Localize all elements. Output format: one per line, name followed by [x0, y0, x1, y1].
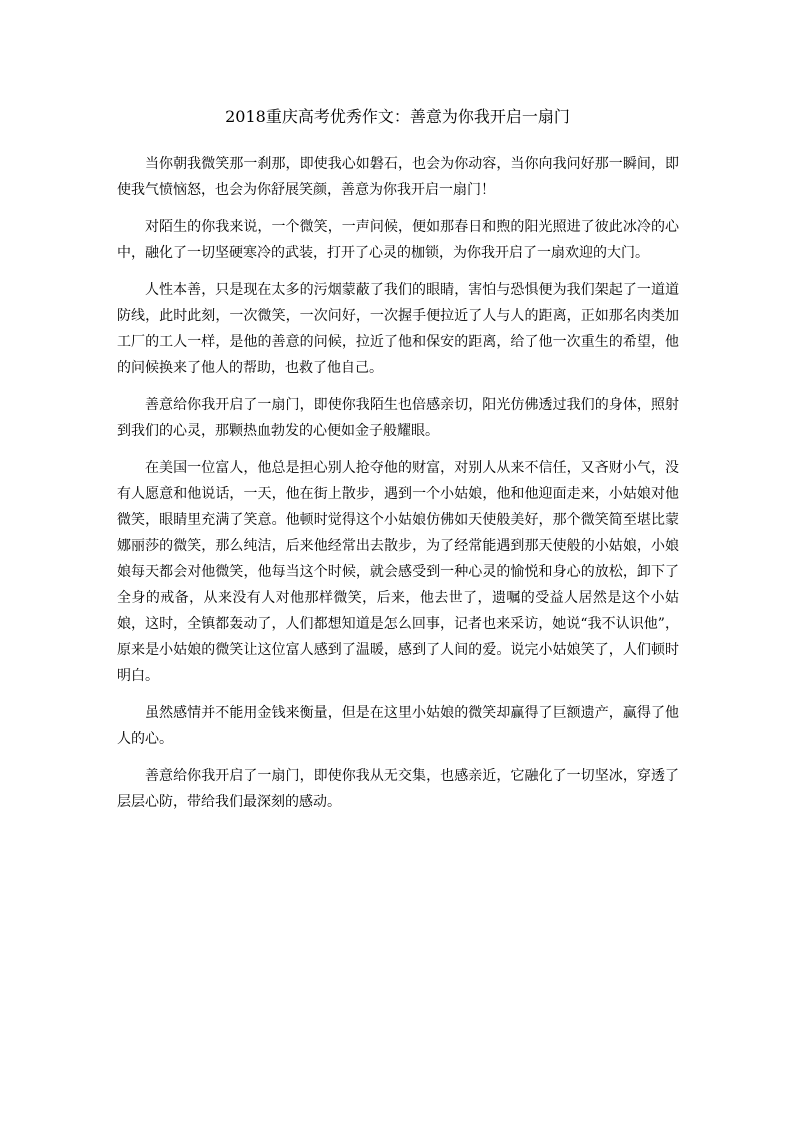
paragraph-3: 人性本善，只是现在太多的污烟蒙蔽了我们的眼睛，害怕与恐惧便为我们架起了一道道防线，此时此刻，一次微笑，一次问好，一次握手便拉近了人与人的距离，正如那名肉类加工厂的工人一样，是他的善意的问候，拉近了他和保安的距离，给了他一次重生的希望，他的问候换来了他人的帮助，也救了他自己。	[117, 282, 679, 376]
document-title: 2018重庆高考优秀作文：善意为你我开启一扇门	[225, 107, 570, 126]
paragraph-1: 当你朝我微笑那一刹那，即使我心如磐石，也会为你动容，当你向我问好那一瞬间，即使我气愤恼怒，也会为你舒展笑颜，善意为你我开启一扇门！	[117, 156, 679, 198]
paragraph-5: 在美国一位富人，他总是担心别人抢夺他的财富，对别人从来不信任，又吝财小气，没有人愿意和他说话，一天，他在街上散步，遇到一个小姑娘，他和他迎面走来，小姑娘对他微笑，眼睛里充满了笑意。他顿时觉得这个小姑娘仿佛如天使般美好，那个微笑简至堪比蒙娜丽莎的微笑，那么纯洁，后来他经常出去散步，为了经常能遇到那天使般的小姑娘，小娘娘每天都会对他微笑，他每当这个时候，就会感受到一种心灵的愉悦和身心的放松，卸下了全身的戒备，从来没有人对他那样微笑，后来，他去世了，遗嘱的受益人居然是这个小姑娘，这时，全镇都轰动了，人们都想知道是怎么回事，记者也来采访，她说“我不认识他”，原来是小姑娘的微笑让这位富人感到了温暖，感到了人间的爱。说完小姑娘笑了，人们顿时明白。	[117, 460, 679, 684]
paragraph-2: 对陌生的你我来说，一个微笑，一声问候，便如那春日和煦的阳光照进了彼此冰冷的心中，融化了一切坚硬寒冷的武装，打开了心灵的枷锁，为你我开启了一扇欢迎的大门。	[117, 219, 679, 261]
paragraph-6: 虽然感情并不能用金钱来衡量，但是在这里小姑娘的微笑却赢得了巨额遗产，赢得了他人的心。	[117, 705, 679, 747]
paragraph-7: 善意给你我开启了一扇门，即使你我从无交集，也感亲近，它融化了一切坚冰，穿透了层层心防，带给我们最深刻的感动。	[117, 768, 679, 810]
paragraph-4: 善意给你我开启了一扇门，即使你我陌生也倍感亲切，阳光仿佛透过我们的身体，照射到我们的心灵，那颗热血勃发的心便如金子般耀眼。	[117, 397, 679, 439]
document-body	[117, 151, 679, 826]
